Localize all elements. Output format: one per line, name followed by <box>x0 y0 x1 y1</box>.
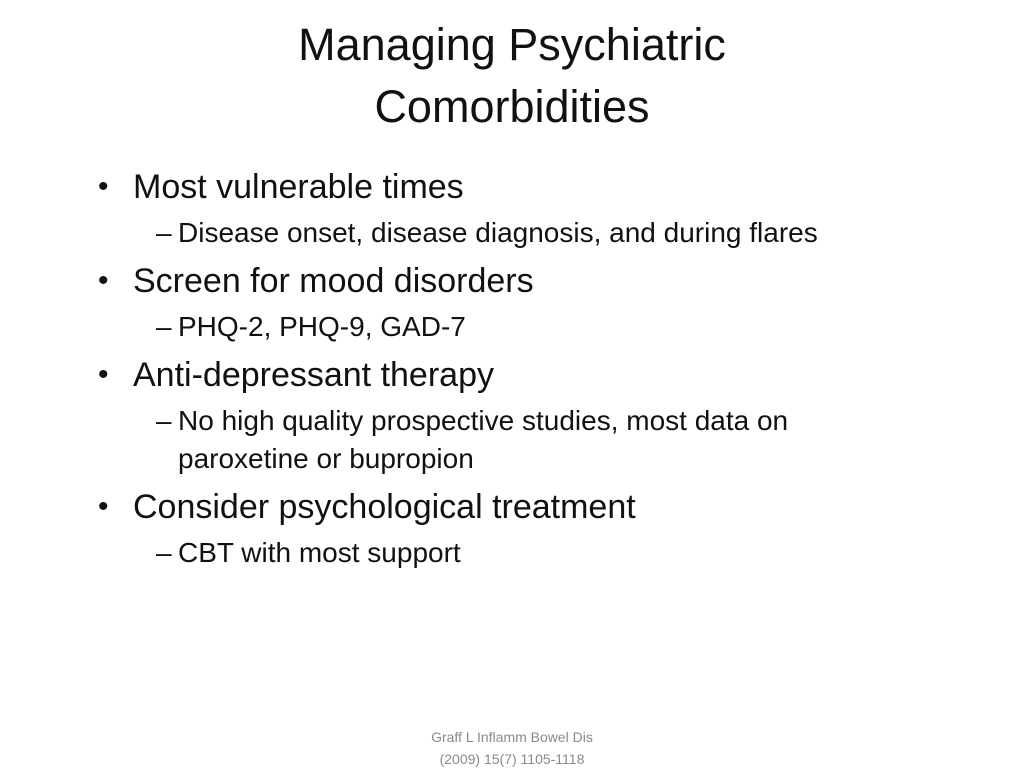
bullet-glyph: • <box>98 358 109 391</box>
bullet-glyph: • <box>98 264 109 297</box>
citation-footer <box>362 726 662 770</box>
dash-glyph: – <box>156 311 172 342</box>
sub-list <box>133 308 896 346</box>
sub-item <box>133 534 896 572</box>
bullet-glyph: • <box>98 170 109 203</box>
bullet-text: Screen for mood disorders <box>133 262 534 300</box>
dash-glyph: – <box>156 537 172 568</box>
dash-glyph: – <box>156 217 172 248</box>
bullet-list <box>96 166 896 580</box>
bullet-text: Most vulnerable times <box>133 168 464 206</box>
bullet-item <box>96 486 896 572</box>
title-line-2: Comorbidities <box>374 81 650 132</box>
sub-item <box>133 214 896 252</box>
sub-text: PHQ-2, PHQ-9, GAD-7 <box>178 311 466 342</box>
sub-item <box>133 308 896 346</box>
sub-text: Disease onset, disease diagnosis, and during flares <box>178 217 818 248</box>
title-line-1: Managing Psychiatric <box>298 19 726 70</box>
sub-list <box>133 214 896 252</box>
citation-line-1: Graff L Inflamm Bowel Dis <box>431 729 593 745</box>
sub-text: No high quality prospective studies, most data on paroxetine or bupropion <box>178 405 789 474</box>
bullet-item <box>96 354 896 478</box>
bullet-text: Anti-depressant therapy <box>133 356 494 394</box>
bullet-item <box>96 166 896 252</box>
bullet-item <box>96 260 896 346</box>
dash-glyph: – <box>156 405 172 436</box>
sub-list <box>133 534 896 572</box>
bullet-text: Consider psychological treatment <box>133 488 636 526</box>
slide-title <box>112 14 912 138</box>
citation-line-2: (2009) 15(7) 1105-1118 <box>439 751 585 767</box>
bullet-glyph: • <box>98 490 109 523</box>
sub-text: CBT with most support <box>178 537 461 568</box>
sub-list <box>133 402 896 478</box>
sub-item <box>133 402 896 478</box>
